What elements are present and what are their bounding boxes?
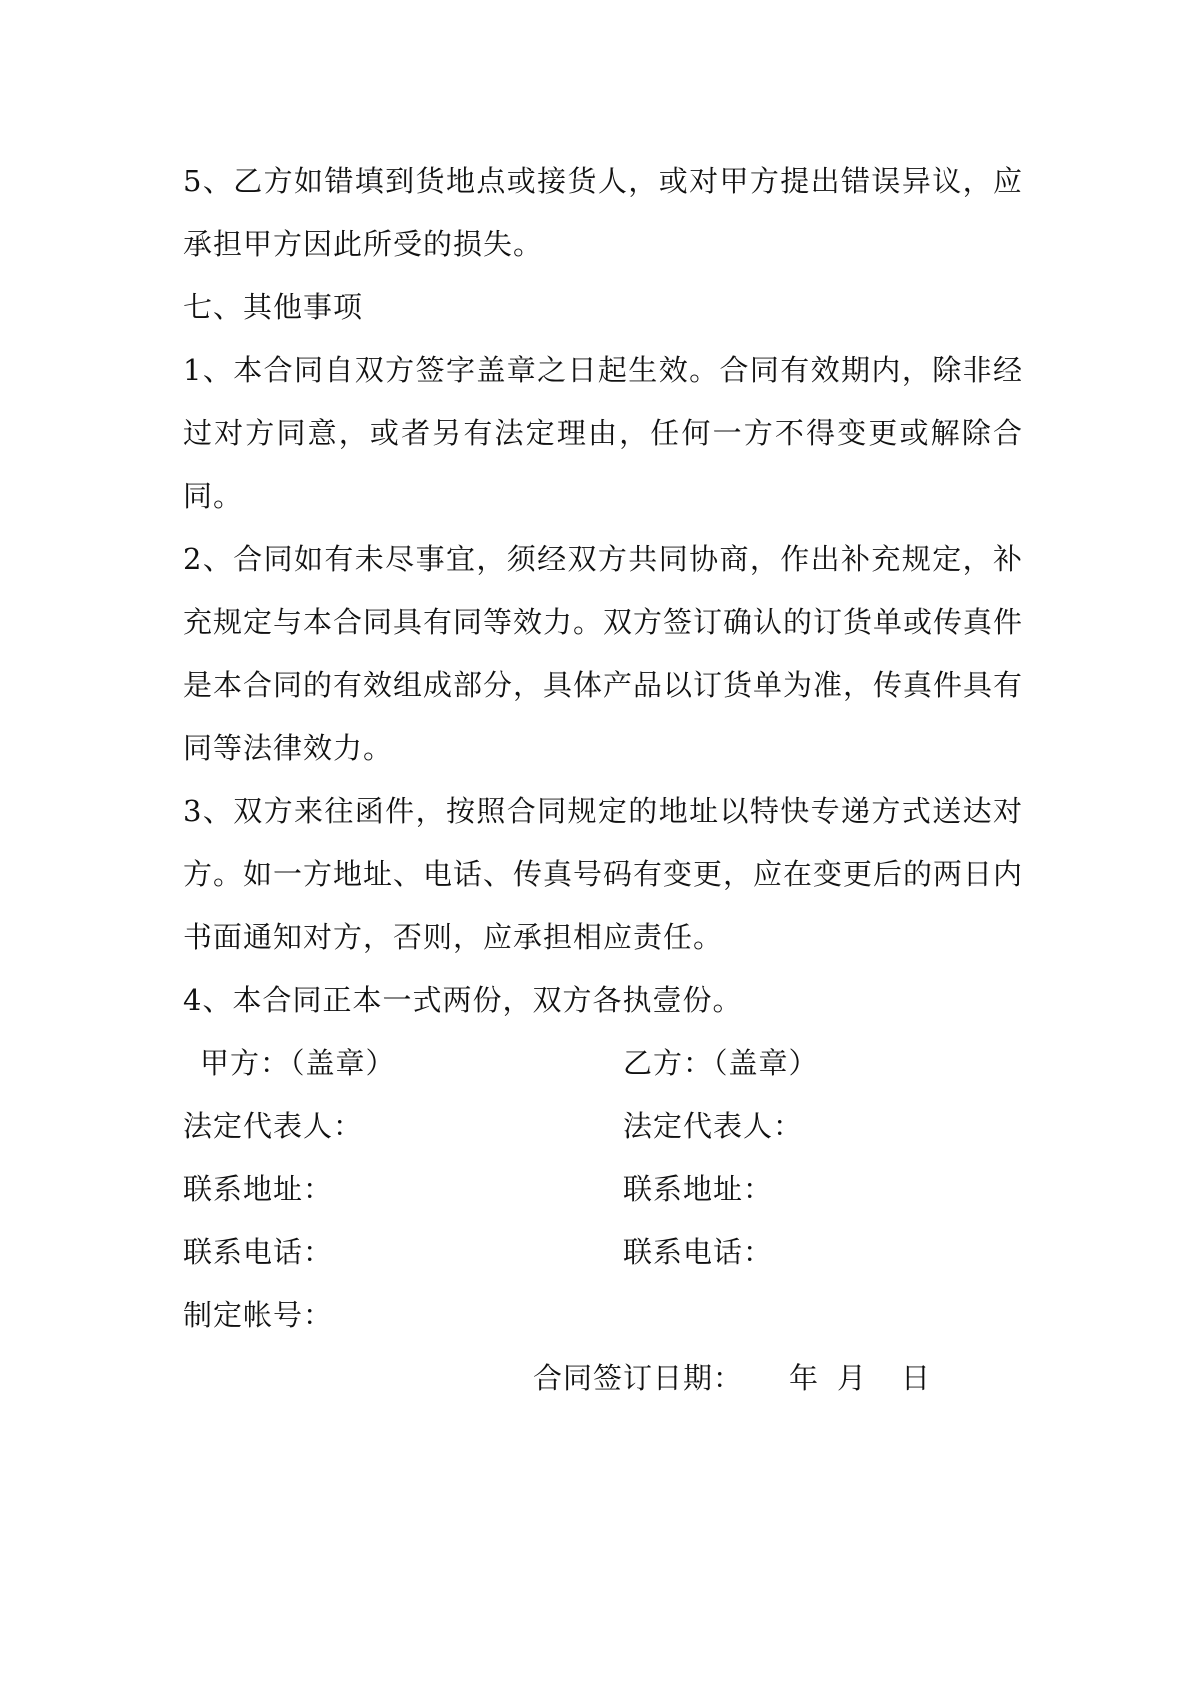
party-a-seal: 甲方：（盖章） xyxy=(200,1046,396,1080)
party-b-seal: 乙方：（盖章） xyxy=(623,1046,819,1080)
party-b-phone: 联系电话： xyxy=(623,1235,774,1269)
signature-address-row xyxy=(183,1158,1023,1221)
clause-6-item-5: 5、乙方如错填到货地点或接货人，或对甲方提出错误异议，应承担甲方因此所受的损失。 xyxy=(183,164,1023,261)
clause-7-item-1: 1、本合同自双方签字盖章之日起生效。合同有效期内，除非经过对方同意，或者另有法定理由，任何一方不得变更或解除合同。 xyxy=(183,353,1023,513)
party-b-representative: 法定代表人： xyxy=(623,1109,804,1143)
clause-7-item-3: 3、双方来往函件，按照合同规定的地址以特快专递方式送达对方。如一方地址、电话、传真号码有变更，应在变更后的两日内书面通知对方，否则，应承担相应责任。 xyxy=(183,794,1024,954)
date-month: 月 xyxy=(837,1361,868,1395)
date-day: 日 xyxy=(901,1361,932,1395)
clause-7-item-2: 2、合同如有未尽事宜，须经双方共同协商，作出补充规定，补充规定与本合同具有同等效力。双方签订确认的订货单或传真件是本合同的有效组成部分，具体产品以订货单为准，传真件具有同等法律效力。 xyxy=(183,542,1024,765)
party-a-phone: 联系电话： xyxy=(183,1235,334,1269)
clause-7-item-4: 4、本合同正本一式两份，双方各执壹份。 xyxy=(183,983,743,1017)
party-a-representative: 法定代表人： xyxy=(183,1109,364,1143)
section-7-title: 七、其他事项 xyxy=(183,290,364,324)
signature-seal-row xyxy=(183,1032,1023,1095)
party-a-address: 联系地址： xyxy=(183,1172,334,1206)
contract-date-label: 合同签订日期： xyxy=(533,1361,744,1395)
contract-date-row xyxy=(183,1347,1023,1410)
party-b-address: 联系地址： xyxy=(623,1172,774,1206)
signature-account-row xyxy=(183,1284,1023,1347)
date-year: 年 xyxy=(789,1361,820,1395)
document-body xyxy=(183,150,1023,1410)
signature-phone-row xyxy=(183,1221,1023,1284)
signature-rep-row xyxy=(183,1095,1023,1158)
account-number: 制定帐号： xyxy=(183,1298,334,1332)
